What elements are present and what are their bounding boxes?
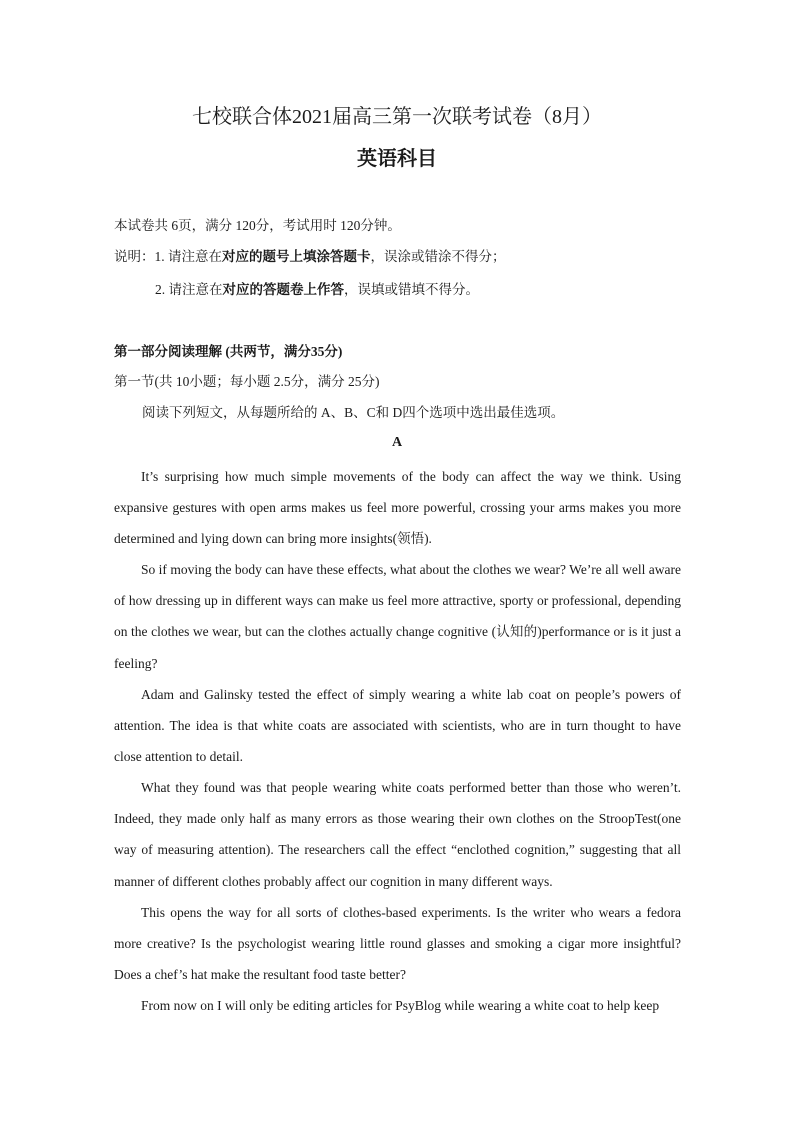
passage-paragraph: It’s surprising how much simple movements of the body can affect the way we think. Using expansive gestures with open arms makes us feel more powerful, crossing your arms makes you more determined and lying down can bring more insights(领悟). xyxy=(114,469,681,547)
note2-prefix: 2. 请注意在 xyxy=(155,282,223,297)
passage-paragraph: So if moving the body can have these effects, what about the clothes we wear? We’re all well aware of how dressing up in different ways can make us feel more attractive, sporty or professional, depending on the clothes we wear, but can the clothes actually change cognitive (认知的)performance or is it just a feeling? xyxy=(114,562,681,671)
note-line-2 xyxy=(155,280,479,300)
note2-emphasis: 对应的答题卷上作答 xyxy=(222,282,344,297)
note1-emphasis: 对应的题号上填涂答题卡 xyxy=(222,249,371,264)
exam-info-line: 本试卷共 6页，满分 120分，考试用时 120分钟。 xyxy=(114,218,401,233)
note2-suffix: ，误填或错填不得分。 xyxy=(344,282,479,297)
note1-suffix: ，误涂或错涂不得分； xyxy=(370,249,506,264)
section-heading: 第一节(共 10小题；每小题 2.5分，满分 25分) xyxy=(114,374,380,389)
passage-paragraph: From now on I will only be editing articles for PsyBlog while wearing a white coat to help keep xyxy=(141,998,660,1013)
directions: 阅读下列短文，从每题所给的 A、B、C和 D四个选项中选出最佳选项。 xyxy=(142,405,565,420)
note-prefix: 说明：1. 请注意在 xyxy=(114,249,222,264)
note-line-1 xyxy=(114,247,506,267)
subject-title: 英语科目 xyxy=(357,148,437,170)
part-heading: 第一部分阅读理解 (共两节，满分35分) xyxy=(114,344,343,359)
passage-label: A xyxy=(391,435,403,450)
exam-title: 七校联合体2021届高三第一次联考试卷（8月） xyxy=(192,106,602,128)
passage-paragraph: What they found was that people wearing white coats performed better than those who weren’t. Indeed, they made only half as many errors as those wearing their own clothes on the StroopTest(one way of measuring attention). The researchers call the effect “enclothed cognition,” suggesting that all manner of different clothes probably affect our cognition in many different ways. xyxy=(114,780,681,889)
passage-paragraph: This opens the way for all sorts of clothes-based experiments. Is the writer who wears a fedora more creative? Is the psychologist wearing little round glasses and smoking a cigar more insightful? Does a chef’s hat make the resultant food taste better? xyxy=(114,905,681,983)
passage-paragraph: Adam and Galinsky tested the effect of simply wearing a white lab coat on people’s powers of attention. The idea is that white coats are associated with scientists, who are in turn thought to have close attention to detail. xyxy=(114,687,681,765)
